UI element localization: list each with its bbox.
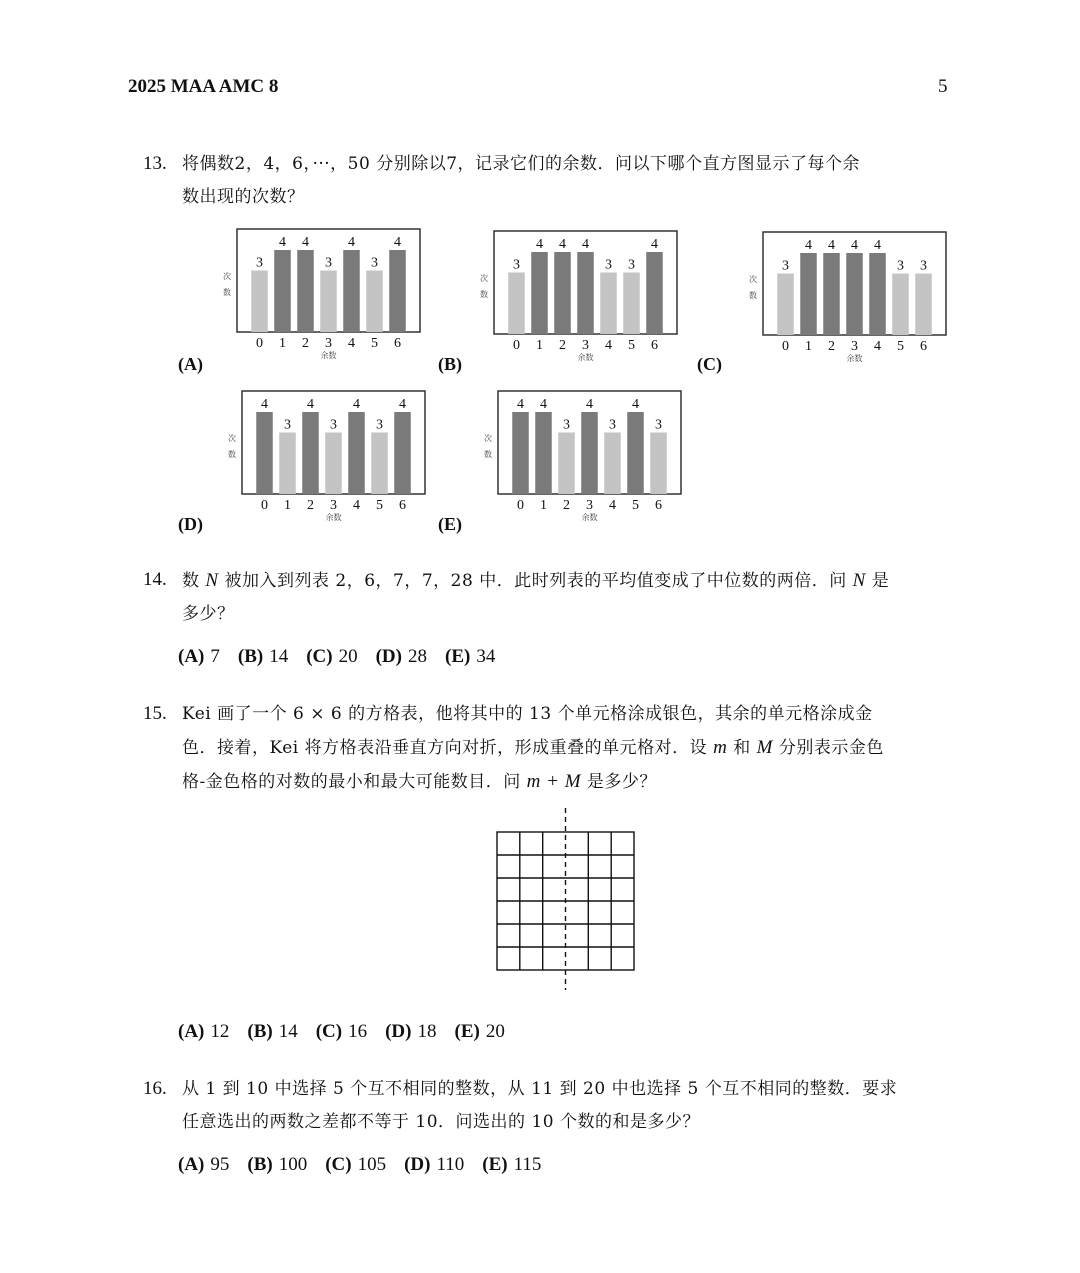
q15-choice-e [455,1021,505,1043]
bar-value-label: 4 [805,238,812,253]
choice-letter: (E) [454,1021,480,1042]
question-16-line-2: 任意选出的两数之差都不等于 10．问选出的 10 个数的和是多少？ [182,1112,700,1132]
y-axis-label: 数 [480,290,488,299]
choice-letter: (E) [445,646,471,667]
q15-choice-c [316,1021,367,1043]
bar [535,412,552,494]
y-axis-label: 次 [480,274,488,283]
bar [394,412,411,494]
choice-letter: (B) [247,1021,273,1042]
x-tick-label: 1 [284,498,291,513]
choice-letter: (B) [247,1154,273,1175]
question-14-line-2: 多少？ [182,604,235,624]
q15-choice-d [385,1021,436,1043]
x-tick-label: 3 [851,339,858,354]
question-16-number: 16. [143,1078,167,1099]
bar [343,250,360,332]
question-15-choices [178,1021,523,1043]
bar-value-label: 3 [655,417,662,433]
y-axis-label: 数 [484,450,492,459]
x-tick-label: 6 [394,336,401,351]
x-tick-label: 2 [828,339,835,354]
bar [777,274,794,336]
bar-value-label: 3 [563,417,570,433]
bar [256,412,273,494]
q15-choice-b [247,1021,297,1043]
bar-value-label: 4 [353,397,360,412]
bar-value-label: 4 [536,237,543,252]
bar [320,271,337,333]
bar [823,253,840,335]
choice-value: 14 [269,646,289,667]
bar [274,250,291,332]
question-15-line-1: Kei 画了一个 6 × 6 的方格表，他将其中的 13 个单元格涂成银色，其余的单元格涂成金 [182,704,873,724]
q14-choice-b [238,646,288,668]
choice-value: 95 [210,1154,230,1175]
bar [251,271,268,333]
x-tick-label: 0 [256,336,263,351]
x-tick-label: 1 [279,336,286,351]
x-tick-label: 3 [325,336,332,351]
x-axis-label: 余数 [846,354,863,363]
bar-value-label: 3 [325,255,332,271]
histogram-e [438,391,681,535]
question-15-line-3: 格-金色格的对数的最小和最大可能数目．问 m + M 是多少？ [182,771,657,792]
bar [646,252,663,334]
bar-value-label: 4 [651,237,658,252]
choice-letter: (A) [178,1154,205,1175]
q14-choice-e [445,646,495,668]
bar-value-label: 4 [632,397,639,412]
bar-value-label: 4 [261,397,268,412]
bar [604,433,621,495]
q14-choice-a [178,646,220,668]
bar [600,273,617,335]
choice-value: 28 [408,646,427,667]
x-tick-label: 2 [563,498,570,513]
choice-letter: (A) [178,646,205,667]
question-14-choices [178,646,513,668]
q14-choice-c [306,646,357,668]
x-tick-label: 6 [399,498,406,513]
bar-value-label: 4 [828,238,835,253]
bar-value-label: 3 [330,417,337,433]
bar [279,433,296,495]
bar-value-label: 4 [348,235,355,250]
q16-choice-d [404,1154,464,1176]
bar-value-label: 4 [302,235,309,250]
x-tick-label: 3 [582,338,589,353]
bar-value-label: 3 [371,255,378,271]
x-tick-label: 2 [307,498,314,513]
histogram-options [0,0,1080,560]
choice-value: 115 [513,1154,542,1175]
question-16-line-1: 从 1 到 10 中选择 5 个互不相同的整数，从 11 到 20 中也选择 5 个互不相同的整数．要求 [182,1079,898,1099]
y-axis-label: 数 [223,288,231,297]
bar-value-label: 3 [513,257,520,273]
bar-value-label: 4 [399,397,406,412]
six-by-six-grid-figure [480,808,650,993]
bar [348,412,365,494]
x-axis-label: 余数 [577,353,594,362]
bar [869,253,886,335]
choice-letter: (C) [306,646,333,667]
option-label: (D) [178,514,203,534]
question-16-text [182,1073,962,1139]
x-tick-label: 4 [353,498,360,513]
bar [371,433,388,495]
x-tick-label: 2 [302,336,309,351]
bar-value-label: 4 [394,235,401,250]
choice-value: 7 [210,646,220,667]
question-13-line-2: 数出现的次数？ [182,187,305,207]
x-axis-label: 余数 [581,513,598,522]
x-tick-label: 0 [517,498,524,513]
x-tick-label: 5 [632,498,639,513]
q16-choice-a [178,1154,229,1176]
bar-value-label: 3 [628,257,635,273]
y-axis-label: 次 [228,434,236,443]
bar-value-label: 3 [605,257,612,273]
x-tick-label: 5 [371,336,378,351]
bar-value-label: 3 [376,417,383,433]
histogram-d [178,391,425,535]
question-14-number: 14. [143,569,167,590]
x-tick-label: 5 [376,498,383,513]
bar-value-label: 3 [284,417,291,433]
bar-value-label: 4 [851,238,858,253]
x-tick-label: 6 [920,339,927,354]
bar [800,253,817,335]
bar [554,252,571,334]
choice-value: 18 [417,1021,437,1042]
bar [577,252,594,334]
q15-choice-a [178,1021,229,1043]
page-number: 5 [938,76,948,97]
bar-value-label: 3 [609,417,616,433]
x-tick-label: 0 [261,498,268,513]
bar [846,253,863,335]
y-axis-label: 次 [223,272,231,281]
question-13-line-1: 将偶数2，4，6，···，50 分别除以7，记录它们的余数．问以下哪个直方图显示了每个余 [182,154,861,174]
x-tick-label: 5 [628,338,635,353]
x-tick-label: 1 [805,339,812,354]
bar [650,433,667,495]
question-15-number: 15. [143,703,167,724]
option-label: (A) [178,354,203,374]
q16-choice-e [482,1154,541,1176]
choice-value: 20 [338,646,358,667]
bar [623,273,640,335]
bar [915,274,932,336]
x-tick-label: 4 [348,336,355,351]
choice-value: 105 [357,1154,387,1175]
bar [366,271,383,333]
histogram-b [438,231,677,375]
choice-value: 34 [476,646,496,667]
x-tick-label: 6 [655,498,662,513]
bar-value-label: 4 [517,397,524,412]
choice-letter: (D) [375,646,402,667]
histogram-c [697,232,946,375]
bar-value-label: 3 [256,255,263,271]
bar-value-label: 3 [782,258,789,274]
bar [512,412,529,494]
y-axis-label: 次 [749,275,757,284]
bar-value-label: 4 [582,237,589,252]
bar [297,250,314,332]
choice-letter: (E) [482,1154,508,1175]
bar [389,250,406,332]
question-15-line-2: 色．接着，Kei 将方格表沿垂直方向对折，形成重叠的单元格对．设 m 和 M 分别表示金色 [182,737,884,758]
choice-letter: (C) [325,1154,352,1175]
question-16-choices [178,1154,559,1176]
x-tick-label: 3 [586,498,593,513]
x-tick-label: 0 [513,338,520,353]
bar [558,433,575,495]
x-tick-label: 4 [605,338,612,353]
y-axis-label: 数 [749,291,757,300]
choice-value: 20 [485,1021,505,1042]
choice-value: 100 [278,1154,308,1175]
x-tick-label: 2 [559,338,566,353]
x-tick-label: 1 [536,338,543,353]
choice-letter: (D) [404,1154,431,1175]
bar-value-label: 4 [586,397,593,412]
option-label: (C) [697,354,722,374]
choice-value: 110 [436,1154,465,1175]
x-axis-label: 余数 [320,351,337,360]
bar-value-label: 4 [307,397,314,412]
question-14-text [182,564,962,631]
choice-value: 14 [278,1021,298,1042]
q16-choice-c [325,1154,386,1176]
page-header-title: 2025 MAA AMC 8 [128,76,279,97]
choice-letter: (A) [178,1021,205,1042]
bar-value-label: 4 [874,238,881,253]
bar [581,412,598,494]
option-label: (B) [438,354,462,374]
histogram-a [178,229,420,375]
bar [627,412,644,494]
bar-value-label: 3 [920,258,927,274]
x-tick-label: 5 [897,339,904,354]
choice-value: 16 [348,1021,368,1042]
bar [508,273,525,335]
choice-value: 12 [210,1021,230,1042]
x-tick-label: 1 [540,498,547,513]
x-tick-label: 4 [609,498,616,513]
question-15-text [182,698,962,799]
y-axis-label: 次 [484,434,492,443]
choice-letter: (B) [237,646,264,667]
bar [531,252,548,334]
bar-value-label: 4 [559,237,566,252]
bar [302,412,319,494]
question-13-number: 13. [143,153,167,174]
option-label: (E) [438,514,462,534]
choice-letter: (D) [385,1021,412,1042]
x-tick-label: 6 [651,338,658,353]
q16-choice-b [247,1154,307,1176]
x-axis-label: 余数 [325,513,342,522]
x-tick-label: 4 [874,339,881,354]
bar-value-label: 3 [897,258,904,274]
x-tick-label: 0 [782,339,789,354]
x-tick-label: 3 [330,498,337,513]
choice-letter: (C) [315,1021,343,1042]
y-axis-label: 数 [228,450,236,459]
q14-choice-d [376,646,427,668]
bar-value-label: 4 [540,397,547,412]
bar-value-label: 4 [279,235,286,250]
question-14-line-1: 数 N 被加入到列表 2，6，7，7，28 中．此时列表的平均值变成了中位数的两倍．问 N 是 [182,570,890,591]
bar [892,274,909,336]
bar [325,433,342,495]
